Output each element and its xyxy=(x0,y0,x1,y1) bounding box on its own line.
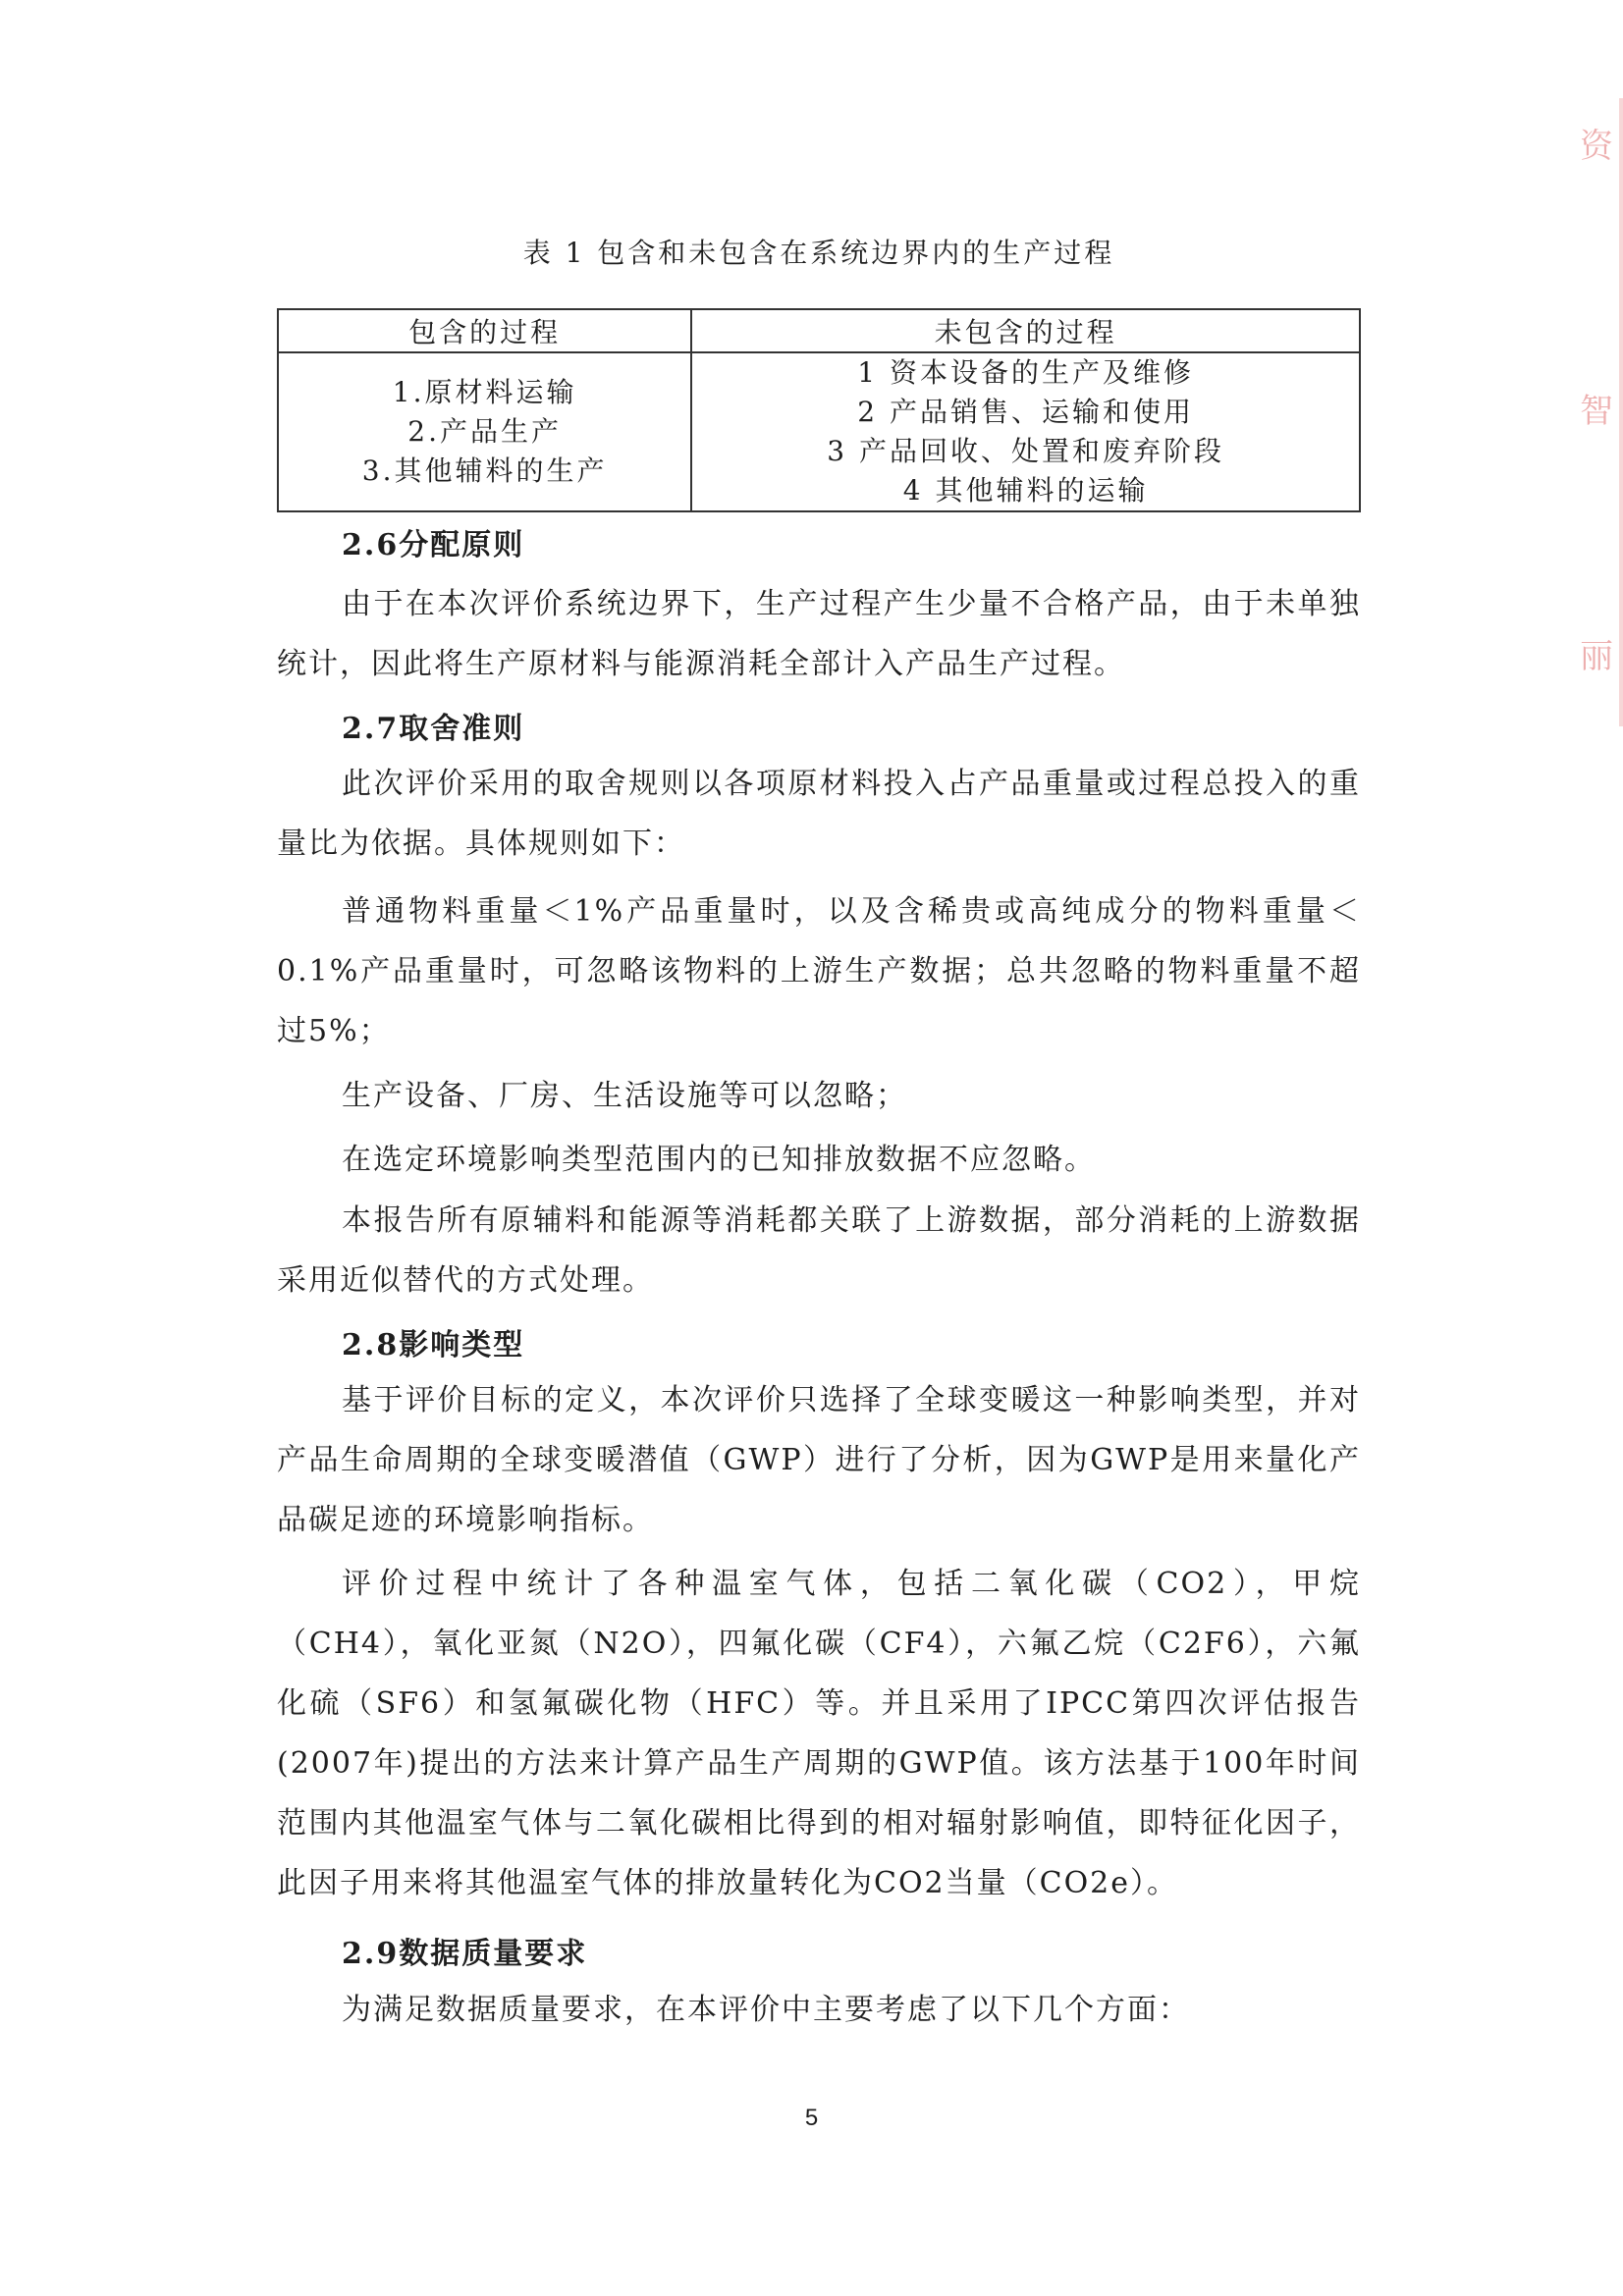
page-number: 5 xyxy=(804,2105,819,2131)
seal-mark-icon xyxy=(1577,98,1616,726)
svg-text:智: 智 xyxy=(1580,392,1613,431)
paragraph: 此次评价采用的取舍规则以各项原材料投入占产品重量或过程总投入的重量比为依据。具体规则如下： xyxy=(277,767,1361,861)
paragraph: 为满足数据质量要求，在本评价中主要考虑了以下几个方面： xyxy=(342,1993,1190,2027)
paragraph: 在选定环境影响类型范围内的已知排放数据不应忽略。 xyxy=(342,1143,1096,1177)
included-item: 3.其他辅料的生产 xyxy=(361,454,608,487)
paragraph: 本报告所有原辅料和能源等消耗都关联了上游数据，部分消耗的上游数据采用近似替代的方式处理。 xyxy=(277,1203,1361,1298)
process-table xyxy=(277,308,1361,512)
section-heading-2-7: 2.7取舍准则 xyxy=(342,712,525,746)
section-heading-2-8: 2.8影响类型 xyxy=(342,1328,525,1362)
table-caption: 表 1 包含和未包含在系统边界内的生产过程 xyxy=(522,237,1115,269)
header-included: 包含的过程 xyxy=(278,309,691,352)
section-heading-2-9: 2.9数据质量要求 xyxy=(342,1937,588,1971)
section-heading-2-6: 2.6分配原则 xyxy=(342,528,525,562)
cell-included-processes xyxy=(278,352,691,511)
header-excluded: 未包含的过程 xyxy=(691,309,1360,352)
svg-text:资: 资 xyxy=(1580,127,1613,166)
paragraph: 基于评价目标的定义，本次评价只选择了全球变暖这一种影响类型，并对产品生命周期的全球变暖潜值（GWP）进行了分析，因为GWP是用来量化产品碳足迹的环境影响指标。 xyxy=(277,1383,1361,1537)
paragraph: 由于在本次评价系统边界下，生产过程产生少量不合格产品，由于未单独统计，因此将生产原材料与能源消耗全部计入产品生产过程。 xyxy=(277,587,1361,681)
paragraph: 评价过程中统计了各种温室气体，包括二氧化碳（CO2），甲烷（CH4），氧化亚氮（N2O），四氟化碳（CF4），六氟乙烷（C2F6），六氟化硫（SF6）和氢氟碳化物（HFC）等。并且采用了IPCC第四次评估报告(2007年)提出的方法来计算产品生产周期的GWP值。该方法基于100年时间范围内其他温室气体与二氧化碳相比得到的相对辐射影响值，即特征化因子，此因子用来将其他温室气体的排放量转化为CO2当量（CO2e）。 xyxy=(277,1567,1361,1900)
paragraph: 生产设备、厂房、生活设施等可以忽略； xyxy=(342,1079,907,1113)
paragraph: 普通物料重量＜1%产品重量时，以及含稀贵或高纯成分的物料重量＜0.1%产品重量时，可忽略该物料的上游生产数据；总共忽略的物料重量不超过5%； xyxy=(277,894,1361,1048)
included-item: 1.原材料运输 xyxy=(392,376,577,408)
excluded-item: 4 其他辅料的运输 xyxy=(902,474,1149,507)
svg-text:丽: 丽 xyxy=(1580,637,1613,676)
excluded-item: 1 资本设备的生产及维修 xyxy=(857,356,1194,389)
included-item: 2.产品生产 xyxy=(407,415,562,448)
cell-excluded-processes xyxy=(691,352,1360,511)
excluded-item: 3 产品回收、处置和废弃阶段 xyxy=(827,435,1224,467)
red-seal-stamp xyxy=(1574,98,1623,726)
excluded-item: 2 产品销售、运输和使用 xyxy=(857,396,1194,428)
